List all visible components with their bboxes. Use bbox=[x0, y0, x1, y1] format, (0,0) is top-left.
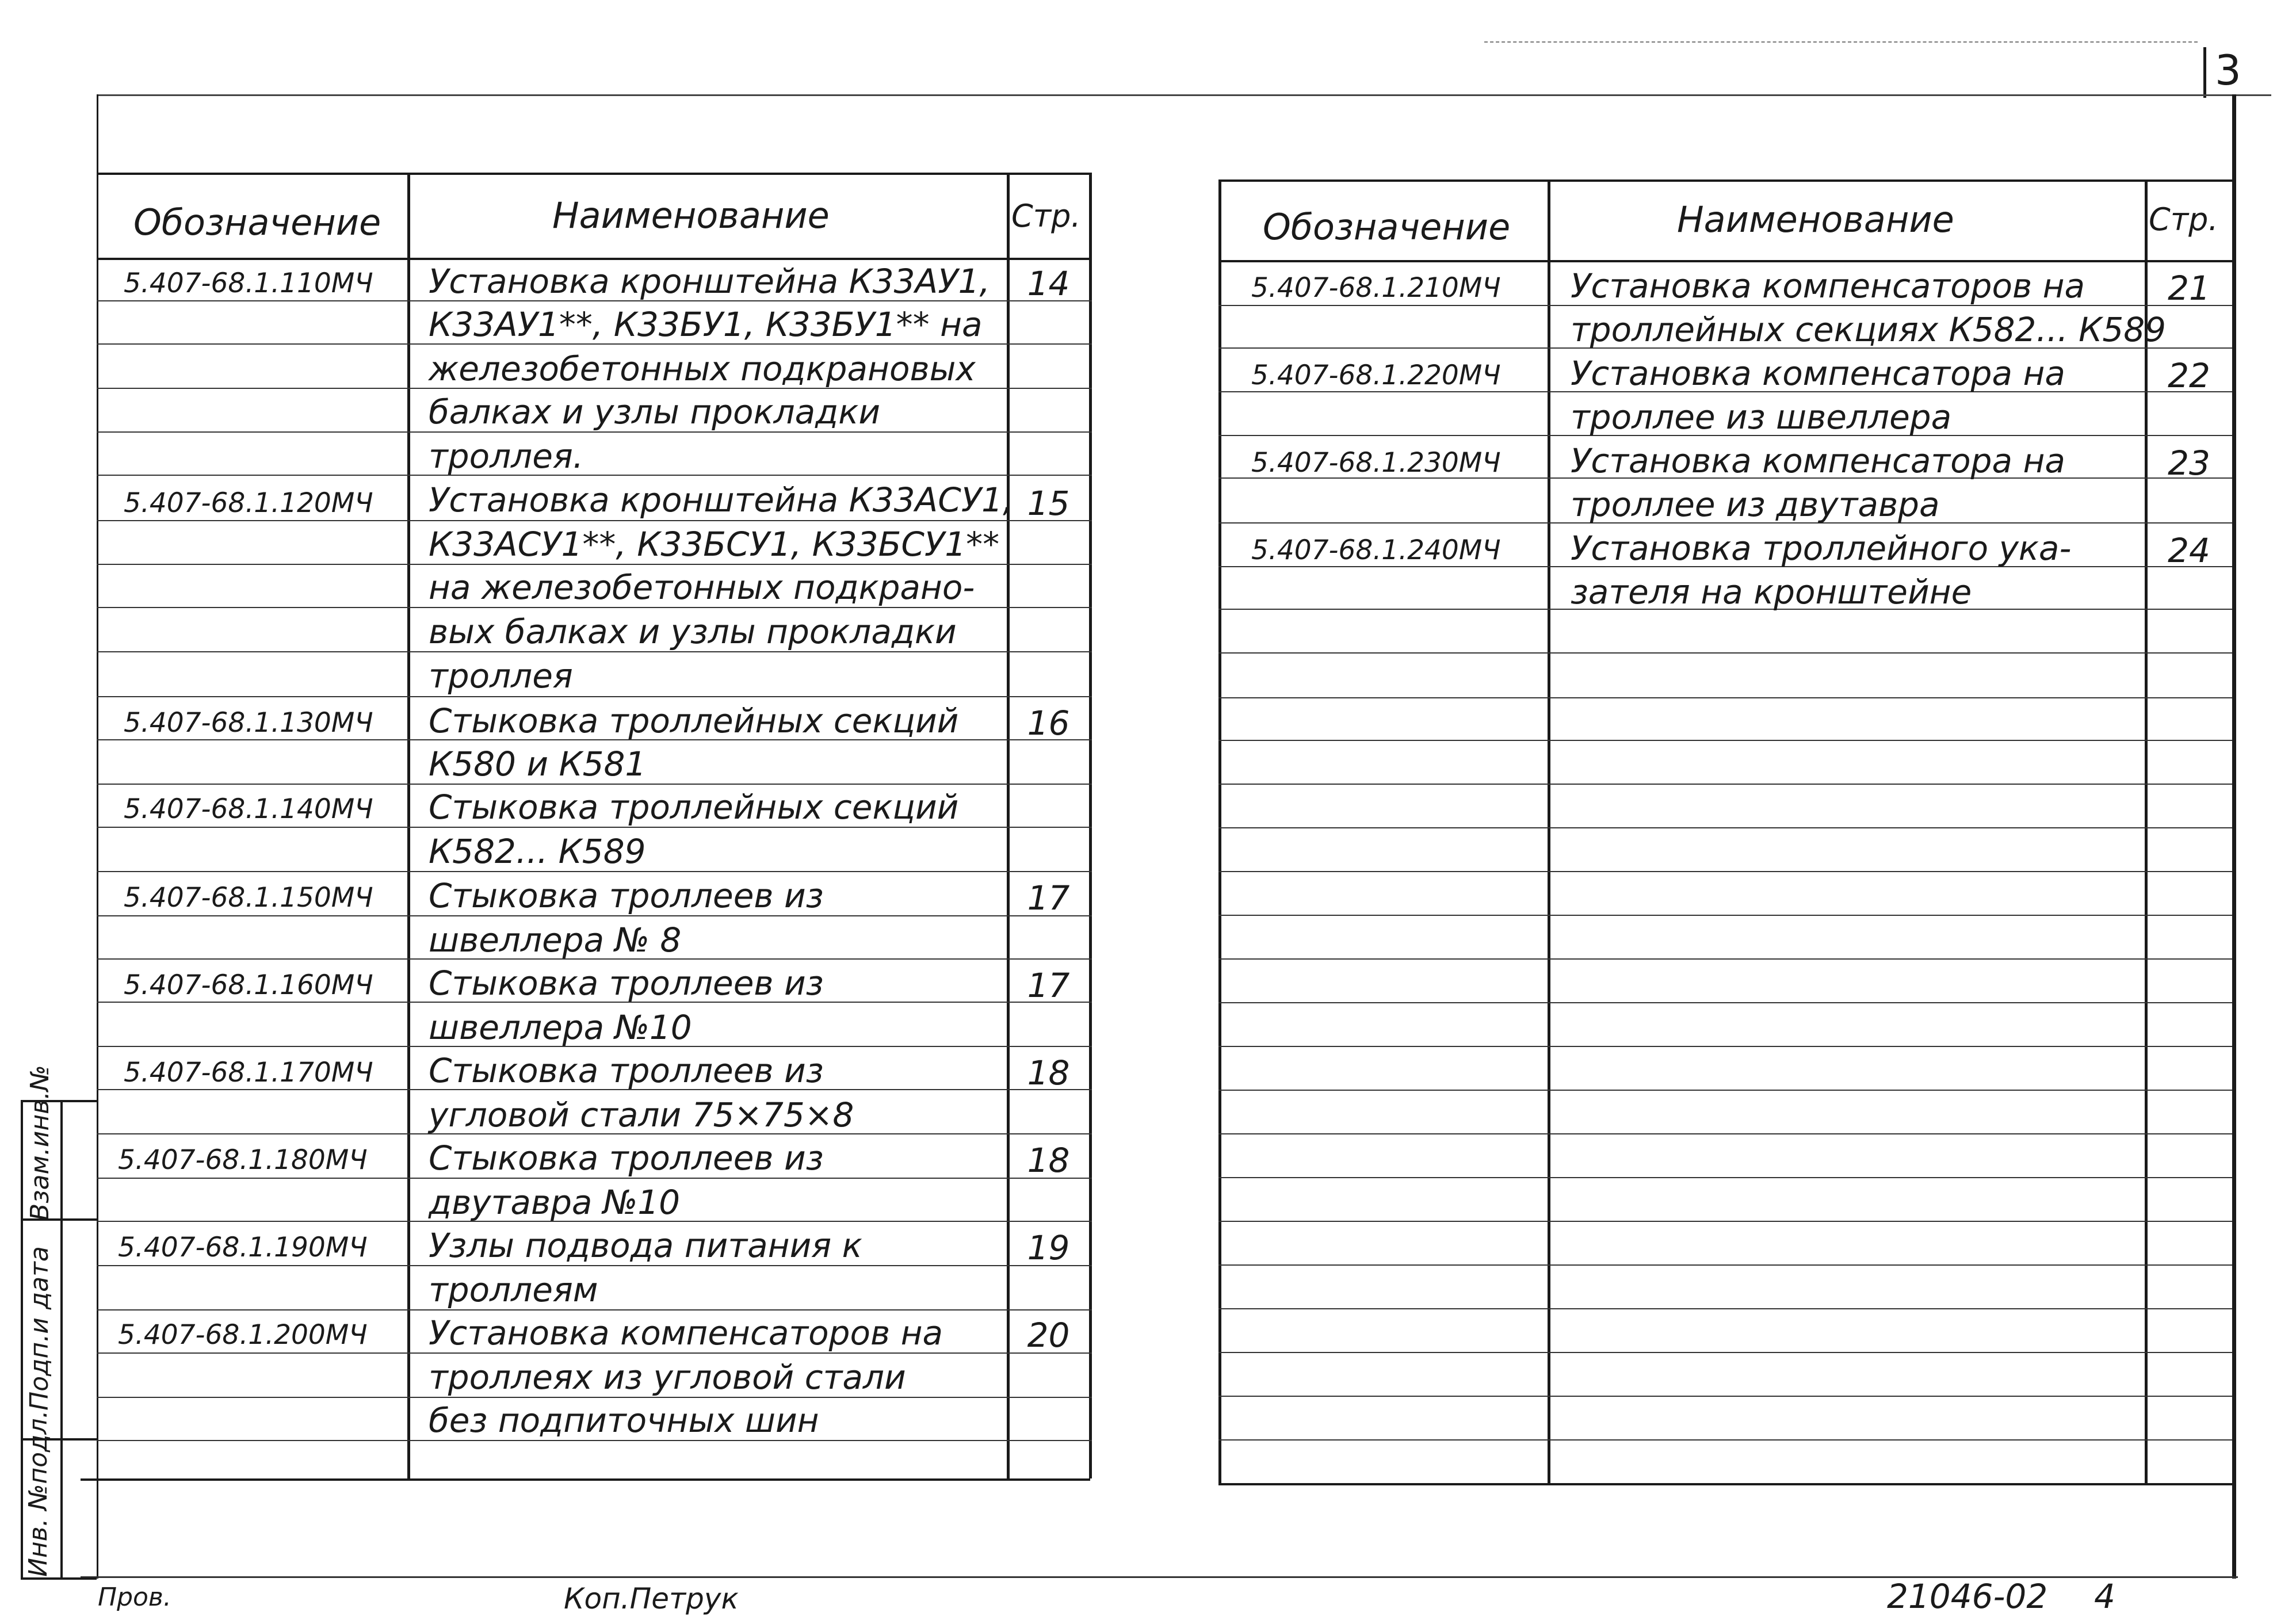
left-entry-page: 16 bbox=[1027, 704, 1070, 743]
left-entry-code: 5.407-68.1.170МЧ bbox=[124, 1057, 373, 1088]
left-entry-line: троллея bbox=[429, 656, 573, 696]
right-entry-line: Установка троллейного ука- bbox=[1571, 529, 2072, 568]
left-entry-line: К582... К589 bbox=[429, 832, 646, 871]
right-entry-line: троллее из швеллера bbox=[1571, 398, 1952, 437]
footer-format: 4 bbox=[2094, 1577, 2115, 1616]
left-entry-page: 18 bbox=[1027, 1141, 1070, 1180]
left-entry-line: Установка компенсаторов на bbox=[429, 1313, 943, 1352]
left-entry-line: без подпиточных шин bbox=[429, 1401, 819, 1440]
left-entry-page: 17 bbox=[1027, 966, 1070, 1005]
right-entry-page: 23 bbox=[2168, 444, 2210, 483]
left-entry-line: двутавра №10 bbox=[429, 1183, 681, 1222]
right-col-divider-1 bbox=[1548, 179, 1550, 1485]
left-entry-line: Стыковка троллеев из bbox=[429, 964, 824, 1003]
left-entry-line: К33АУ1**, К33БУ1, К33БУ1** на bbox=[429, 305, 983, 344]
left-col-divider-1 bbox=[407, 173, 410, 1478]
left-entry-line: на железобетонных подкрано- bbox=[429, 568, 975, 607]
left-entry-line: К33АСУ1**, К33БСУ1, К33БСУ1** bbox=[429, 525, 1000, 564]
right-entry-line: Установка компенсатора на bbox=[1571, 354, 2065, 393]
footer-doc-code: 21046-02 bbox=[1887, 1577, 2048, 1616]
left-entry-line: троллеям bbox=[429, 1270, 598, 1309]
left-entry-code: 5.407-68.1.140МЧ bbox=[124, 793, 373, 825]
right-entry-page: 24 bbox=[2168, 531, 2210, 570]
left-entry-line: Установка кронштейна К33АУ1, bbox=[429, 262, 990, 301]
right-table-header-bottom bbox=[1218, 260, 2232, 262]
left-entry-page: 14 bbox=[1027, 264, 1070, 303]
right-entry-code: 5.407-68.1.210МЧ bbox=[1251, 272, 1501, 304]
side-stamp-inv-no: Инв. №подл. bbox=[24, 1410, 53, 1577]
right-entry-code: 5.407-68.1.230МЧ bbox=[1251, 447, 1501, 479]
left-entry-code: 5.407-68.1.160МЧ bbox=[124, 969, 373, 1001]
left-entry-code: 5.407-68.1.130МЧ bbox=[124, 707, 373, 739]
left-entry-line: Стыковка троллеев из bbox=[429, 1138, 824, 1178]
left-entry-line: угловой стали 75×75×8 bbox=[429, 1095, 854, 1134]
right-entry-line: троллее из двутавра bbox=[1571, 485, 1940, 524]
left-header-designation: Обозначение bbox=[133, 201, 381, 243]
left-header-name: Наименование bbox=[552, 194, 830, 236]
right-entry-page: 21 bbox=[2168, 269, 2210, 308]
frame-left-line bbox=[97, 94, 98, 1579]
left-entry-code: 5.407-68.1.150МЧ bbox=[124, 882, 373, 914]
top-dash-line bbox=[1484, 41, 2198, 43]
right-entry-code: 5.407-68.1.240МЧ bbox=[1251, 534, 1501, 566]
left-entry-page: 17 bbox=[1027, 878, 1070, 918]
right-col-divider-2 bbox=[2145, 179, 2148, 1485]
left-entry-page: 20 bbox=[1027, 1316, 1070, 1355]
right-header-designation: Обозначение bbox=[1263, 206, 1511, 248]
left-table-right-edge bbox=[1089, 173, 1092, 1478]
right-table-left-edge bbox=[1218, 179, 1221, 1485]
right-entry-line: зателя на кронштейне bbox=[1571, 572, 1972, 612]
left-header-page: Стр. bbox=[1011, 198, 1081, 234]
left-entry-code: 5.407-68.1.190МЧ bbox=[118, 1232, 368, 1263]
right-entry-line: троллейных секциях К582... К589 bbox=[1571, 310, 2167, 349]
left-entry-line: железобетонных подкрановых bbox=[429, 349, 976, 388]
left-entry-line: Узлы подвода питания к bbox=[429, 1226, 862, 1265]
left-entry-line: Стыковка троллейных секций bbox=[429, 788, 959, 827]
side-stamp-bottom bbox=[21, 1577, 97, 1580]
left-entry-line: Стыковка троллеев из bbox=[429, 876, 824, 915]
right-entry-page: 22 bbox=[2168, 356, 2210, 395]
right-table-top bbox=[1218, 179, 2232, 182]
side-stamp-replace-inv: Взам.инв.№ bbox=[25, 1065, 55, 1221]
left-entry-code: 5.407-68.1.180МЧ bbox=[118, 1144, 368, 1176]
left-entry-line: троллеях из угловой стали bbox=[429, 1358, 906, 1397]
left-entry-line: Стыковка троллейных секций bbox=[429, 701, 959, 740]
frame-top-line bbox=[97, 94, 2271, 96]
left-entry-code: 5.407-68.1.200МЧ bbox=[118, 1319, 368, 1351]
left-col-divider-2 bbox=[1007, 173, 1010, 1478]
right-entry-line: Установка компенсатора на bbox=[1571, 441, 2065, 480]
footer-copied-by: Коп.Петрук bbox=[564, 1582, 739, 1615]
side-stamp-sign-date: Подп.и дата bbox=[25, 1246, 54, 1411]
left-entry-page: 18 bbox=[1027, 1053, 1070, 1092]
frame-right-line bbox=[2232, 94, 2236, 1579]
footer-checked-label: Пров. bbox=[98, 1583, 171, 1612]
left-entry-code: 5.407-68.1.120МЧ bbox=[124, 487, 373, 519]
right-entry-code: 5.407-68.1.220МЧ bbox=[1251, 360, 1501, 391]
left-entry-line: Стыковка троллеев из bbox=[429, 1051, 824, 1090]
left-entry-line: вых балках и узлы прокладки bbox=[429, 612, 957, 651]
left-entry-line: балках и узлы прокладки bbox=[429, 392, 881, 431]
sheet-number: 3 bbox=[2215, 46, 2241, 94]
left-entry-page: 19 bbox=[1027, 1228, 1070, 1267]
sheet-number-box-left bbox=[2203, 47, 2206, 98]
left-entry-line: троллея. bbox=[429, 437, 584, 476]
left-table-top bbox=[97, 173, 1092, 175]
side-stamp-left-edge bbox=[21, 1100, 23, 1577]
right-header-name: Наименование bbox=[1677, 198, 1954, 240]
right-entry-line: Установка компенсаторов на bbox=[1571, 266, 2085, 305]
right-header-page: Стр. bbox=[2149, 201, 2218, 238]
left-entry-line: швеллера № 8 bbox=[429, 920, 682, 960]
left-entry-page: 15 bbox=[1027, 484, 1070, 523]
left-entry-line: швеллера №10 bbox=[429, 1008, 692, 1047]
left-entry-line: Установка кронштейна К33АСУ1, bbox=[429, 480, 1014, 519]
left-entry-line: К580 и К581 bbox=[429, 744, 647, 784]
left-entry-code: 5.407-68.1.110МЧ bbox=[124, 268, 373, 299]
side-stamp-mid-edge bbox=[60, 1100, 63, 1577]
